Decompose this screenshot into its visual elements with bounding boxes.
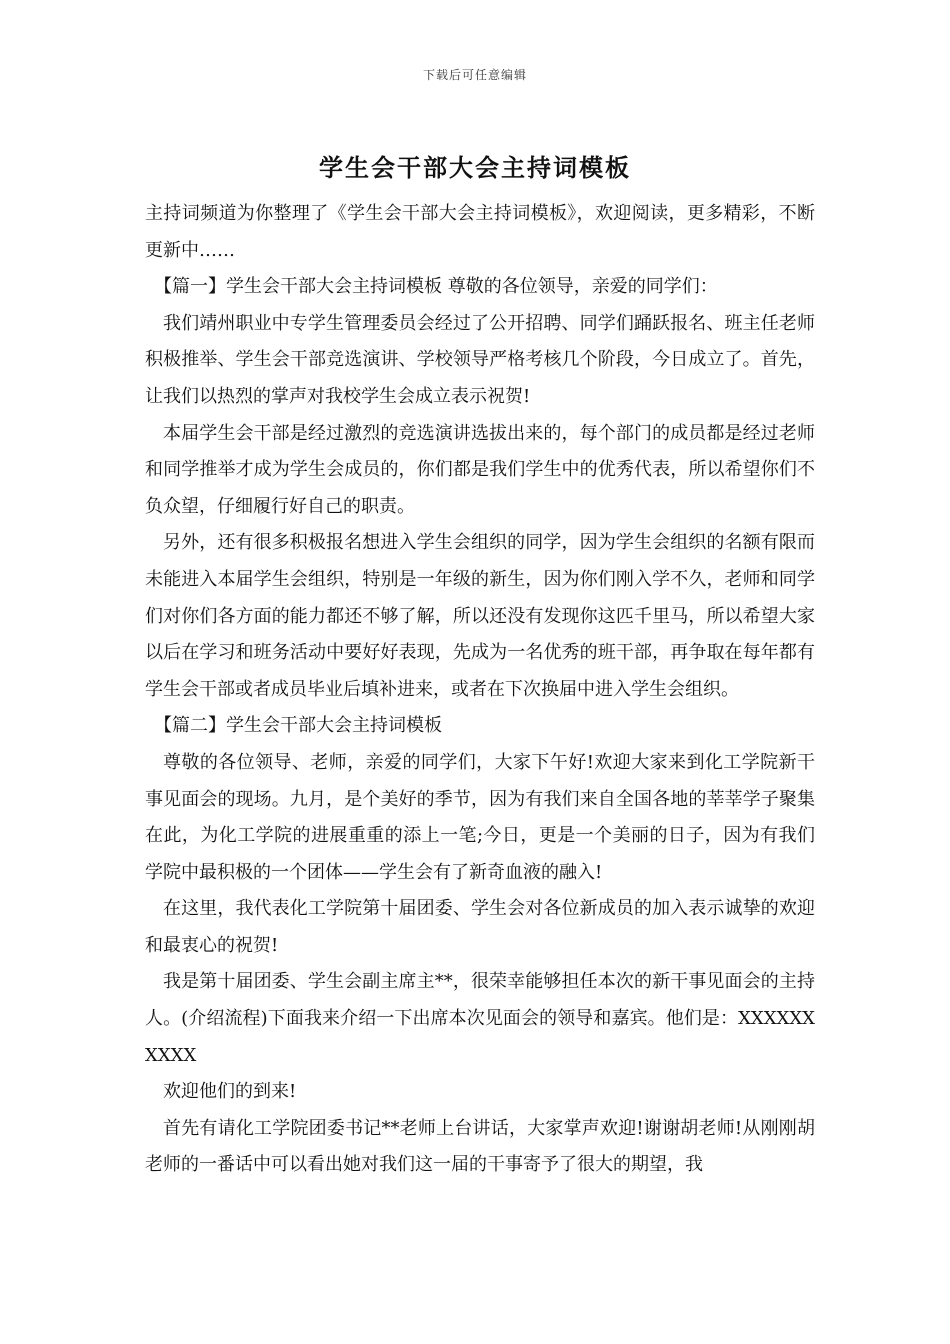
body-paragraph: 本届学生会干部是经过激烈的竞选演讲选拔出来的，每个部门的成员都是经过老师和同学推举才成为学生会成员的，你们都是我们学生中的优秀代表，所以希望你们不负众望，仔细履行好自己的职责。 [145, 422, 815, 517]
body-paragraph: 我是第十届团委、学生会副主席主**，很荣幸能够担任本次的新干事见面会的主持人。(介绍流程)下面我来介绍一下出席本次见面会的领导和嘉宾。他们是：XXXXXXXXXX [145, 971, 815, 1066]
body-paragraph: 另外，还有很多积极报名想进入学生会组织的同学，因为学生会组织的名额有限而未能进入本届学生会组织，特别是一年级的新生，因为你们刚入学不久，老师和同学们对你们各方面的能力都还不够了解，所以还没有发现你这匹千里马，所以希望大家以后在学习和班务活动中要好好表现，先成为一名优秀的班干部，再争取在每年都有学生会干部或者成员毕业后填补进来，或者在下次换届中进入学生会组织。 [145, 532, 815, 700]
document-title: 学生会干部大会主持词模板 [319, 153, 631, 182]
body-paragraph: 欢迎他们的到来! [163, 1081, 297, 1103]
body-paragraph: 首先有请化工学院团委书记**老师上台讲话，大家掌声欢迎!谢谢胡老师!从刚刚胡老师的一番话中可以看出她对我们这一届的干事寄予了很大的期望，我 [145, 1117, 815, 1176]
section-heading-1: 【篇一】学生会干部大会主持词模板 尊敬的各位领导，亲爱的同学们： [154, 276, 718, 298]
document-body [145, 196, 815, 1184]
header-note: 下载后可任意编辑 [422, 68, 527, 82]
body-paragraph: 我们靖州职业中专学生管理委员会经过了公开招聘、同学们踊跃报名、班主任老师积极推举、学生会干部竞选演讲、学校领导严格考核几个阶段，今日成立了。首先，让我们以热烈的掌声对我校学生会成立表示祝贺! [145, 312, 815, 407]
intro-paragraph: 主持词频道为你整理了《学生会干部大会主持词模板》，欢迎阅读，更多精彩，不断更新中…… [145, 203, 815, 261]
body-paragraph: 在这里，我代表化工学院第十届团委、学生会对各位新成员的加入表示诚挚的欢迎和最衷心的祝贺! [145, 898, 815, 956]
section-heading-2: 【篇二】学生会干部大会主持词模板 [154, 715, 442, 737]
body-paragraph: 尊敬的各位领导、老师，亲爱的同学们，大家下午好!欢迎大家来到化工学院新干事见面会的现场。九月，是个美好的季节，因为有我们来自全国各地的莘莘学子聚集在此，为化工学院的进展重重的添上一笔;今日，更是一个美丽的日子，因为有我们学院中最积极的一个团体——学生会有了新奇血液的融入! [145, 751, 815, 883]
